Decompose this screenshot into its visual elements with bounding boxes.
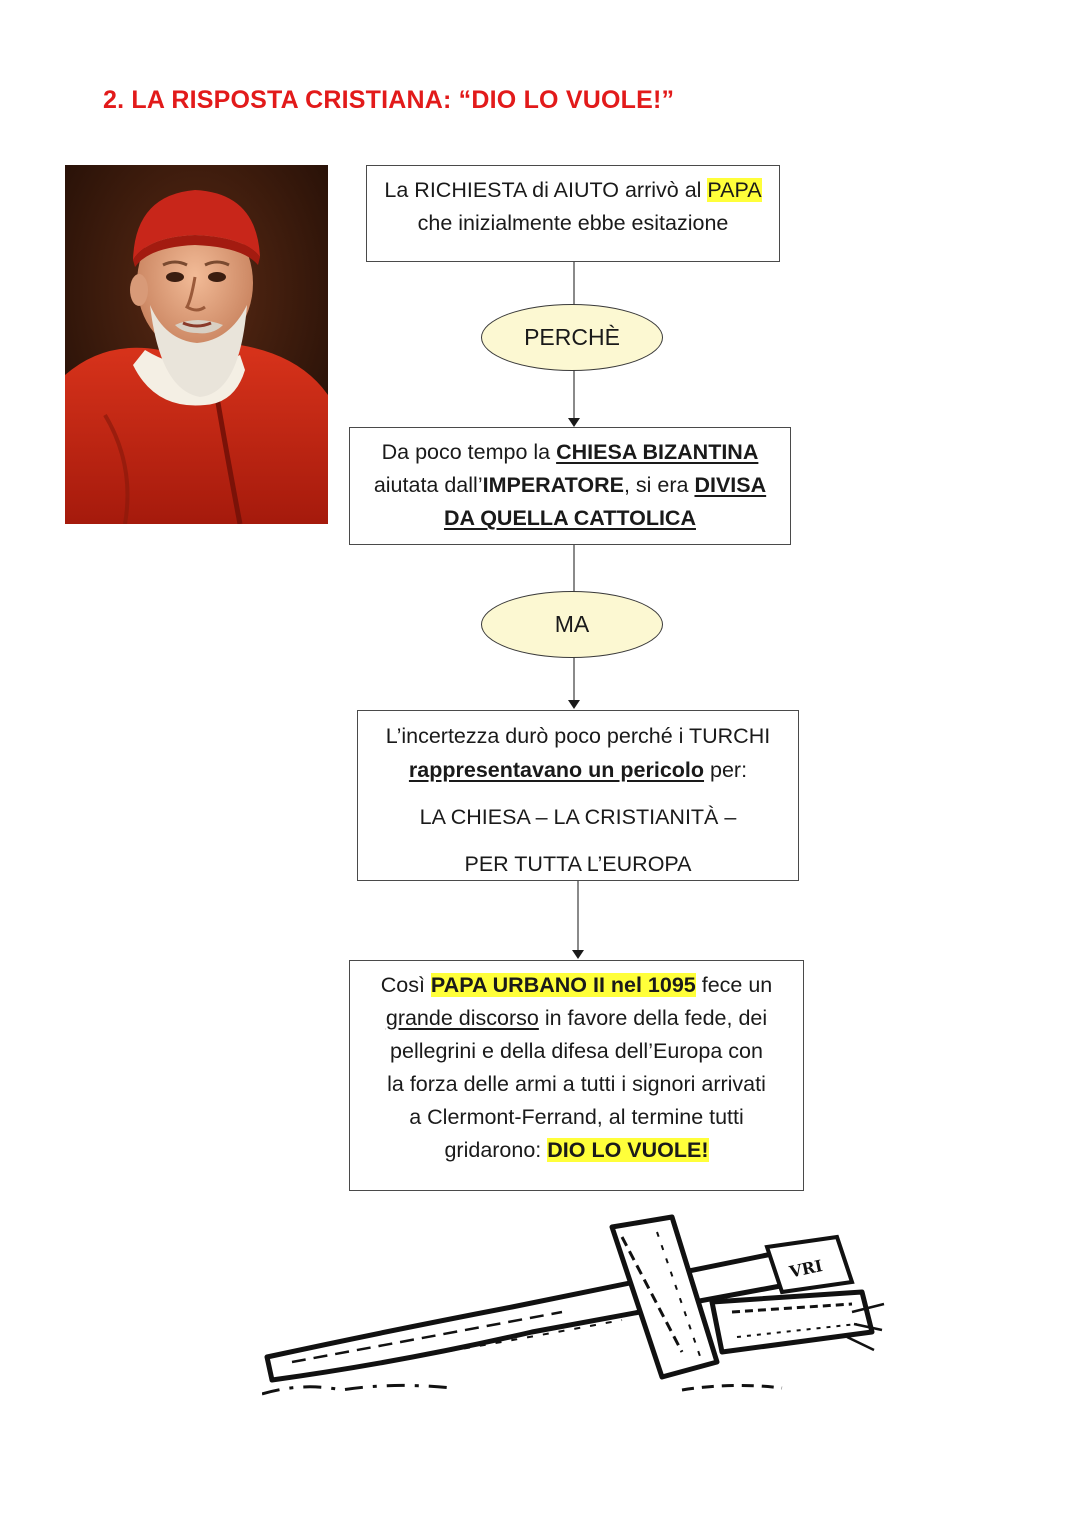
ma-oval — [481, 591, 663, 658]
uncertainty-text: L’incertezza durò poco perché i TURCHI — [385, 724, 771, 748]
box4-text: fece un — [695, 973, 773, 997]
box4-text: Così — [380, 973, 431, 997]
arrowhead-icon — [568, 700, 580, 709]
papa-highlight: PAPA — [707, 178, 762, 202]
byzantine-church-box — [349, 427, 791, 545]
per-text: per: — [704, 758, 748, 782]
box4-text: a Clermont-Ferrand, al termine tutti — [409, 1105, 744, 1129]
perche-oval — [481, 304, 663, 371]
box2-text: , si era — [623, 473, 695, 497]
arrowhead-icon — [568, 418, 580, 427]
dio-lo-vuole-highlight: DIO LO VUOLE! — [547, 1138, 709, 1162]
pericolo-text: rappresentavano un pericolo — [408, 758, 705, 782]
box4-text: in favore della fede, dei — [538, 1006, 768, 1030]
hesitation-text: che inizialmente ebbe esitazione — [417, 211, 729, 235]
perche-label: PERCHÈ — [524, 324, 620, 350]
box2-text: Da poco tempo la — [381, 440, 557, 464]
ma-label: MA — [554, 611, 590, 637]
box4-text: la forza delle armi a tutti i signori arrivati — [387, 1072, 766, 1096]
box4-text: gridarono: — [444, 1138, 548, 1162]
chiesa-cristianita-text: LA CHIESA – LA CRISTIANITÀ – — [419, 805, 737, 829]
imperatore-text: IMPERATORE — [482, 473, 624, 497]
cross-inscription: VRI — [787, 1256, 825, 1282]
urbano-highlight: PAPA URBANO II nel 1095 — [430, 973, 696, 997]
arrowhead-icon — [572, 950, 584, 959]
grande-discorso-text: grande discorso — [385, 1006, 539, 1030]
box2-text: aiutata dall’ — [373, 473, 483, 497]
urbano-speech-box — [349, 960, 804, 1191]
page-title: 2. LA RISPOSTA CRISTIANA: “DIO LO VUOLE!” — [103, 86, 675, 114]
chiesa-bizantina-text: CHIESA BIZANTINA — [556, 440, 759, 464]
divisa-text: DIVISA — [694, 473, 767, 497]
cattolica-text: DA QUELLA CATTOLICA — [443, 506, 696, 530]
europa-text: PER TUTTA L’EUROPA — [464, 852, 692, 876]
cross-illustration — [262, 1212, 887, 1402]
request-text: La RICHIESTA di AIUTO arrivò al — [384, 178, 708, 202]
turks-danger-box — [357, 710, 799, 881]
request-box — [366, 165, 780, 262]
box4-text: pellegrini e della difesa dell’Europa con — [390, 1039, 763, 1063]
